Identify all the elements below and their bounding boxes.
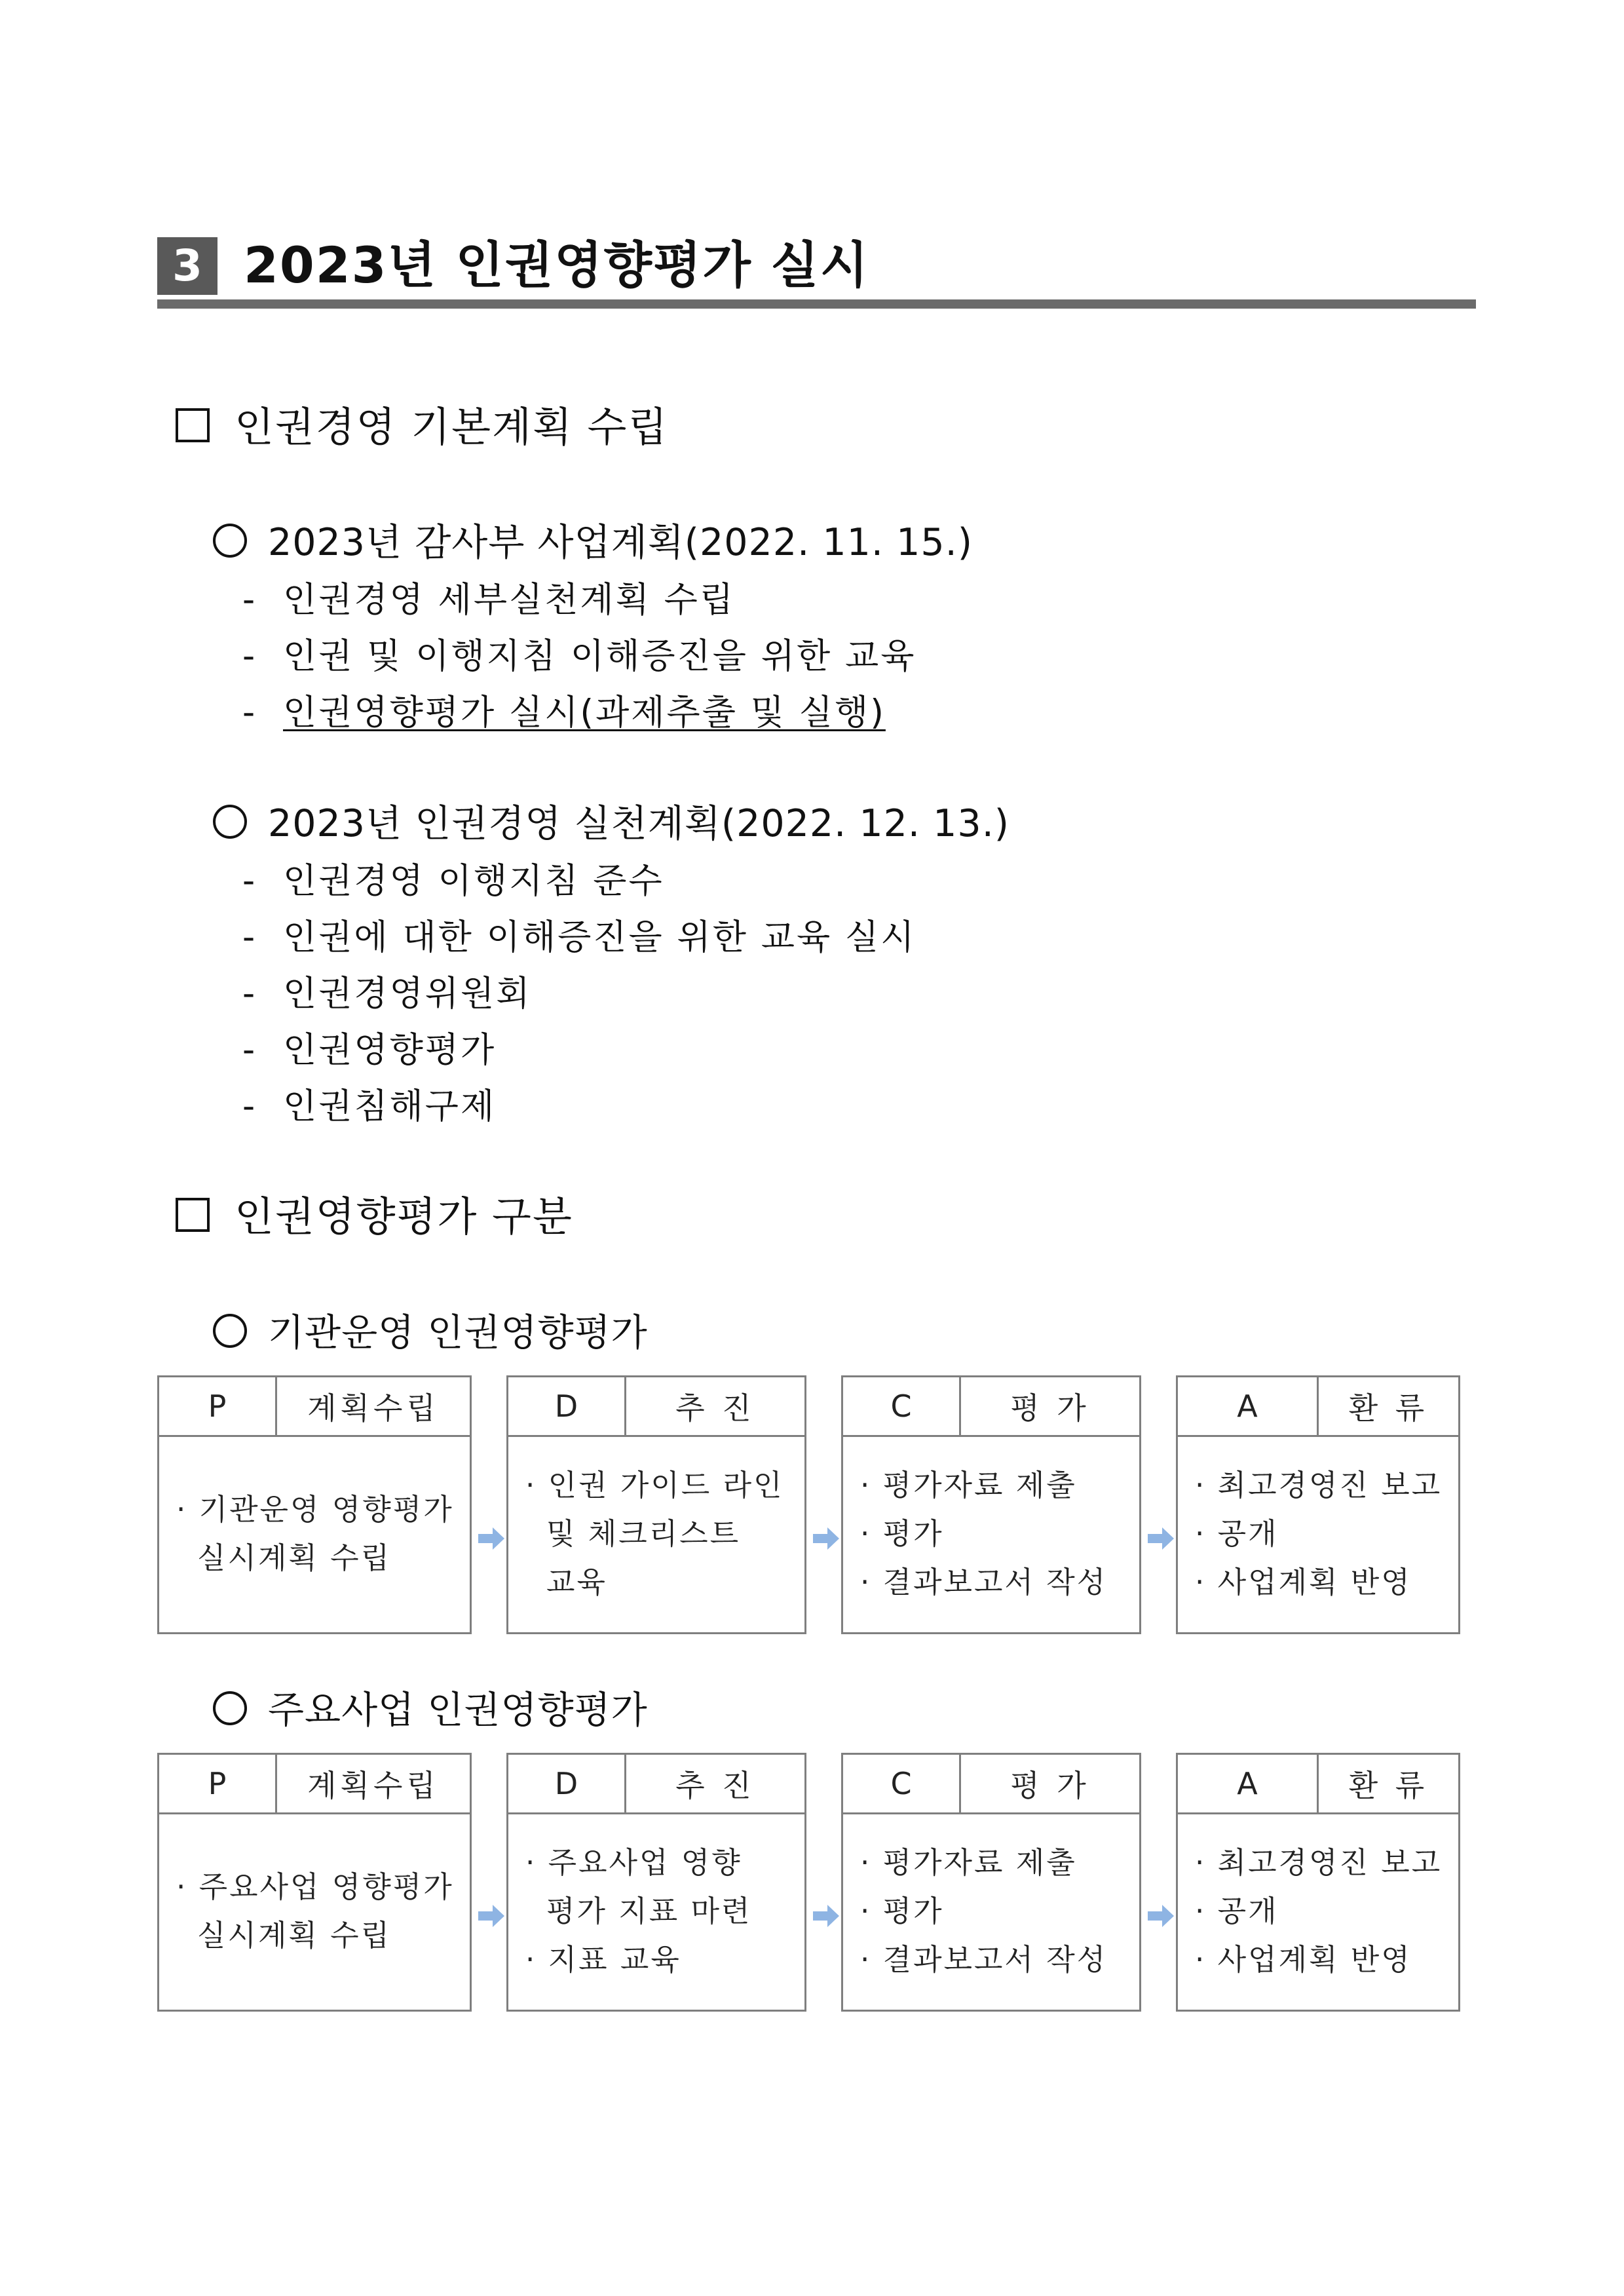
phase-name: 평 가: [1010, 1768, 1090, 1803]
card-line: 실시계획 수립: [197, 1540, 392, 1575]
card-body: [159, 1435, 470, 1632]
card-line: · 공개: [1195, 1893, 1279, 1928]
card-line: 실시계획 수립: [197, 1917, 392, 1953]
list-item-text: 인권에 대한 이해증진을 위한 교육 실시: [283, 917, 916, 957]
card-line: · 공개: [1195, 1516, 1279, 1551]
phase-name: 계획수립: [307, 1768, 440, 1803]
circle-bullet-icon: [213, 524, 247, 558]
list-item: - 인권경영 이행지침 준수: [242, 861, 664, 901]
pdca-card-a: [1176, 1375, 1460, 1634]
card-body: [843, 1435, 1139, 1632]
phase-letter: P: [159, 1755, 277, 1812]
phase-name: 환 류: [1348, 1390, 1429, 1426]
card-line: 평가 지표 마련: [546, 1893, 752, 1928]
list-item-text: 인권영향평가: [283, 1030, 497, 1070]
group-title-2: [213, 799, 1010, 849]
phase-letter: C: [843, 1377, 961, 1435]
flow-title-text: 주요사업 인권영향평가: [268, 1689, 648, 1732]
circle-bullet-icon: [213, 1691, 247, 1725]
phase-name: 평 가: [1010, 1390, 1090, 1426]
card-line: 교육: [546, 1564, 607, 1599]
heading-basic-plan: [176, 401, 668, 453]
list-item-text: 인권경영 이행지침 준수: [283, 861, 664, 901]
card-line: · 결과보고서 작성: [860, 1942, 1108, 1977]
section-number: 3: [157, 237, 217, 295]
list-item: - 인권영향평가 실시(과제추출 및 실행): [242, 693, 886, 733]
right-arrow-icon: [813, 1905, 839, 1927]
pdca-card-d: [506, 1753, 806, 2012]
card-line: · 평가자료 제출: [860, 1467, 1077, 1502]
flow-title-1: [213, 1308, 648, 1358]
card-line: · 지표 교육: [525, 1942, 681, 1977]
card-header: [1178, 1377, 1458, 1437]
phase-letter: D: [508, 1755, 626, 1812]
right-arrow-icon: [813, 1527, 839, 1550]
card-line: · 결과보고서 작성: [860, 1564, 1108, 1599]
phase-name: 추 진: [675, 1390, 755, 1426]
card-body: [508, 1435, 804, 1632]
card-body: [1178, 1812, 1458, 2010]
phase-name: 추 진: [675, 1768, 755, 1803]
card-body: [843, 1812, 1139, 2010]
card-header: [159, 1755, 470, 1814]
list-item-text: 인권 및 이행지침 이해증진을 위한 교육: [283, 636, 916, 676]
card-line: · 사업계획 반영: [1195, 1942, 1412, 1977]
list-item: - 인권경영 세부실천계획 수립: [242, 580, 736, 620]
card-header: [508, 1755, 804, 1814]
list-item-text: 인권경영 세부실천계획 수립: [283, 580, 736, 620]
group-title-text: 2023년 감사부 사업계획(2022. 11. 15.): [268, 521, 973, 564]
card-line: · 주요사업 영향: [525, 1845, 742, 1880]
phase-name: 계획수립: [307, 1390, 440, 1426]
list-item: - 인권경영위원회: [242, 974, 532, 1014]
card-line: · 평가: [860, 1893, 944, 1928]
pdca-card-a: [1176, 1753, 1460, 2012]
list-item-text-underlined: 인권영향평가 실시(과제추출 및 실행): [283, 693, 886, 733]
pdca-card-c: [841, 1753, 1141, 2012]
heading-assessment-types: [176, 1191, 573, 1243]
circle-bullet-icon: [213, 1314, 247, 1348]
card-header: [508, 1377, 804, 1437]
section-divider: [157, 299, 1476, 309]
heading-text: 인권영향평가 구분: [235, 1193, 573, 1240]
right-arrow-icon: [478, 1905, 504, 1927]
phase-letter: C: [843, 1755, 961, 1812]
card-body: [1178, 1435, 1458, 1632]
pdca-card-d: [506, 1375, 806, 1634]
card-line: · 최고경영진 보고: [1195, 1467, 1443, 1502]
card-line: · 사업계획 반영: [1195, 1564, 1412, 1599]
card-header: [843, 1377, 1139, 1437]
right-arrow-icon: [1148, 1905, 1174, 1927]
heading-text: 인권경영 기본계획 수립: [235, 403, 669, 451]
card-header: [1178, 1755, 1458, 1814]
group-title-text: 2023년 인권경영 실천계획(2022. 12. 13.): [268, 802, 1010, 845]
card-header: [159, 1377, 470, 1437]
pdca-card-p: [157, 1753, 472, 2012]
pdca-card-c: [841, 1375, 1141, 1634]
card-line: · 주요사업 영향평가: [176, 1869, 454, 1904]
card-line: · 기관운영 영향평가: [176, 1491, 454, 1527]
phase-letter: D: [508, 1377, 626, 1435]
list-item: - 인권침해구제: [242, 1086, 497, 1126]
list-item-text: 인권경영위원회: [283, 974, 532, 1014]
card-header: [843, 1755, 1139, 1814]
group-title-1: [213, 518, 973, 567]
phase-letter: P: [159, 1377, 277, 1435]
card-body: [159, 1812, 470, 2010]
card-line: · 인권 가이드 라인: [525, 1467, 784, 1502]
card-line: · 최고경영진 보고: [1195, 1845, 1443, 1880]
checkbox-square-icon: [176, 1198, 210, 1232]
circle-bullet-icon: [213, 805, 247, 839]
pdca-card-p: [157, 1375, 472, 1634]
card-line: 및 체크리스트: [546, 1516, 741, 1551]
right-arrow-icon: [478, 1527, 504, 1550]
flow-title-text: 기관운영 인권영향평가: [268, 1311, 648, 1354]
phase-letter: A: [1178, 1377, 1319, 1435]
right-arrow-icon: [1148, 1527, 1174, 1550]
flow-title-2: [213, 1685, 648, 1735]
section-title: 2023년 인권영향평가 실시: [244, 236, 870, 294]
checkbox-square-icon: [176, 408, 210, 442]
list-item: - 인권 및 이행지침 이해증진을 위한 교육: [242, 636, 916, 676]
list-item: - 인권에 대한 이해증진을 위한 교육 실시: [242, 917, 916, 957]
card-line: · 평가: [860, 1516, 944, 1551]
card-line: · 평가자료 제출: [860, 1845, 1077, 1880]
list-item-text: 인권침해구제: [283, 1086, 497, 1126]
phase-letter: A: [1178, 1755, 1319, 1812]
list-item: - 인권영향평가: [242, 1030, 497, 1070]
phase-name: 환 류: [1348, 1768, 1429, 1803]
card-body: [508, 1812, 804, 2010]
